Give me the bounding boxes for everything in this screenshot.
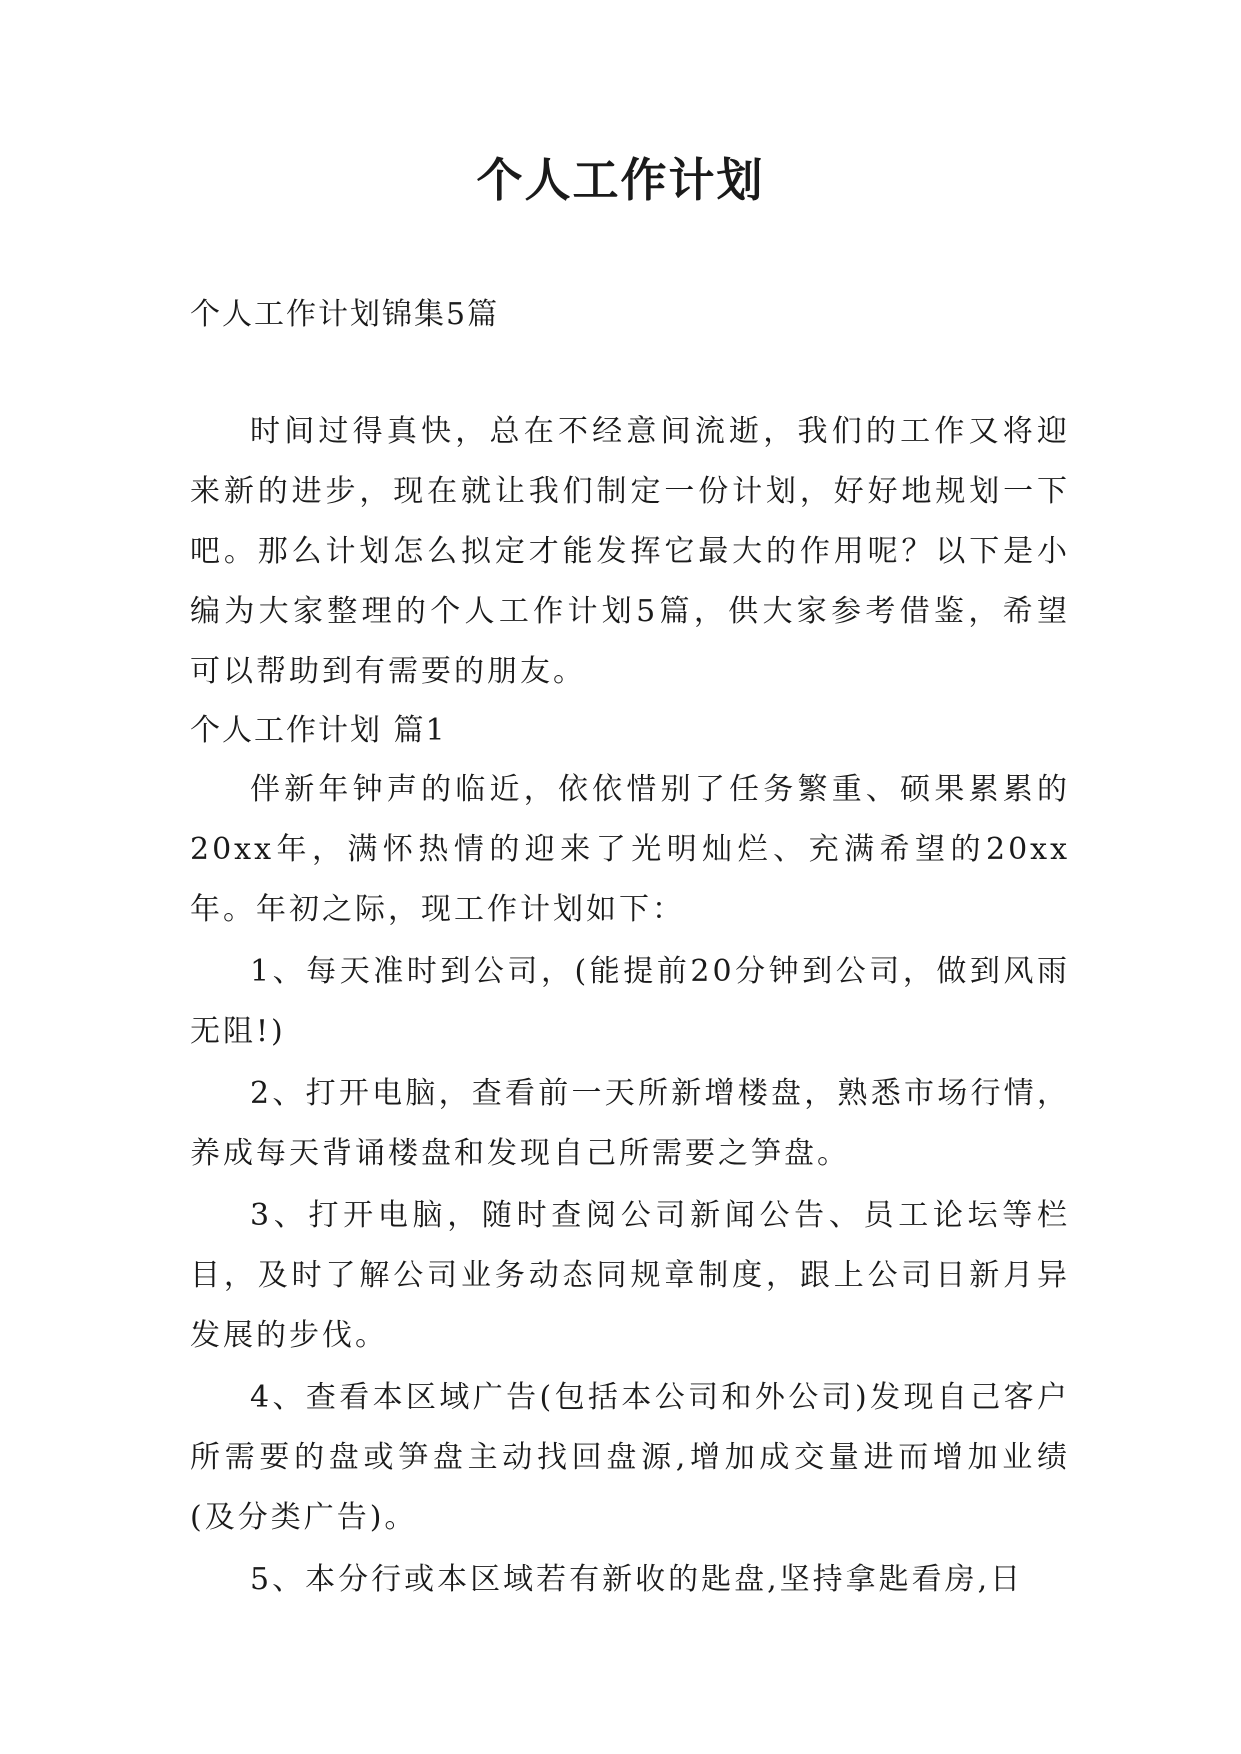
paragraph: 2、打开电脑，查看前一天所新增楼盘，熟悉市场行情，养成每天背诵楼盘和发现自己所需要之笋盘。 bbox=[190, 1076, 1070, 1171]
document-subtitle: 个人工作计划锦集5篇 bbox=[190, 297, 500, 332]
paragraph: 5、本分行或本区域若有新收的匙盘,坚持拿匙看房,日 bbox=[250, 1562, 1024, 1597]
paragraph: 1、每天准时到公司，(能提前20分钟到公司，做到风雨无阻!) bbox=[190, 954, 1070, 1049]
document-title: 个人工作计划 bbox=[476, 153, 765, 207]
document-body bbox=[190, 292, 1070, 1612]
section-heading: 个人工作计划 篇1 bbox=[190, 713, 447, 748]
paragraph: 伴新年钟声的临近，依依惜别了任务繁重、硕果累累的20xx年，满怀热情的迎来了光明灿烂、充满希望的20xx年。年初之际，现工作计划如下： bbox=[190, 772, 1070, 927]
intro-paragraph: 时间过得真快，总在不经意间流逝，我们的工作又将迎来新的进步，现在就让我们制定一份计划，好好地规划一下吧。那么计划怎么拟定才能发挥它最大的作用呢？以下是小编为大家整理的个人工作计划5篇，供大家参考借鉴，希望可以帮助到有需要的朋友。 bbox=[190, 414, 1070, 689]
paragraph: 3、打开电脑，随时查阅公司新闻公告、员工论坛等栏目，及时了解公司业务动态同规章制度，跟上公司日新月异发展的步伐。 bbox=[190, 1198, 1070, 1353]
paragraph: 4、查看本区域广告(包括本公司和外公司)发现自己客户所需要的盘或笋盘主动找回盘源,增加成交量进而增加业绩(及分类广告)。 bbox=[190, 1380, 1070, 1535]
